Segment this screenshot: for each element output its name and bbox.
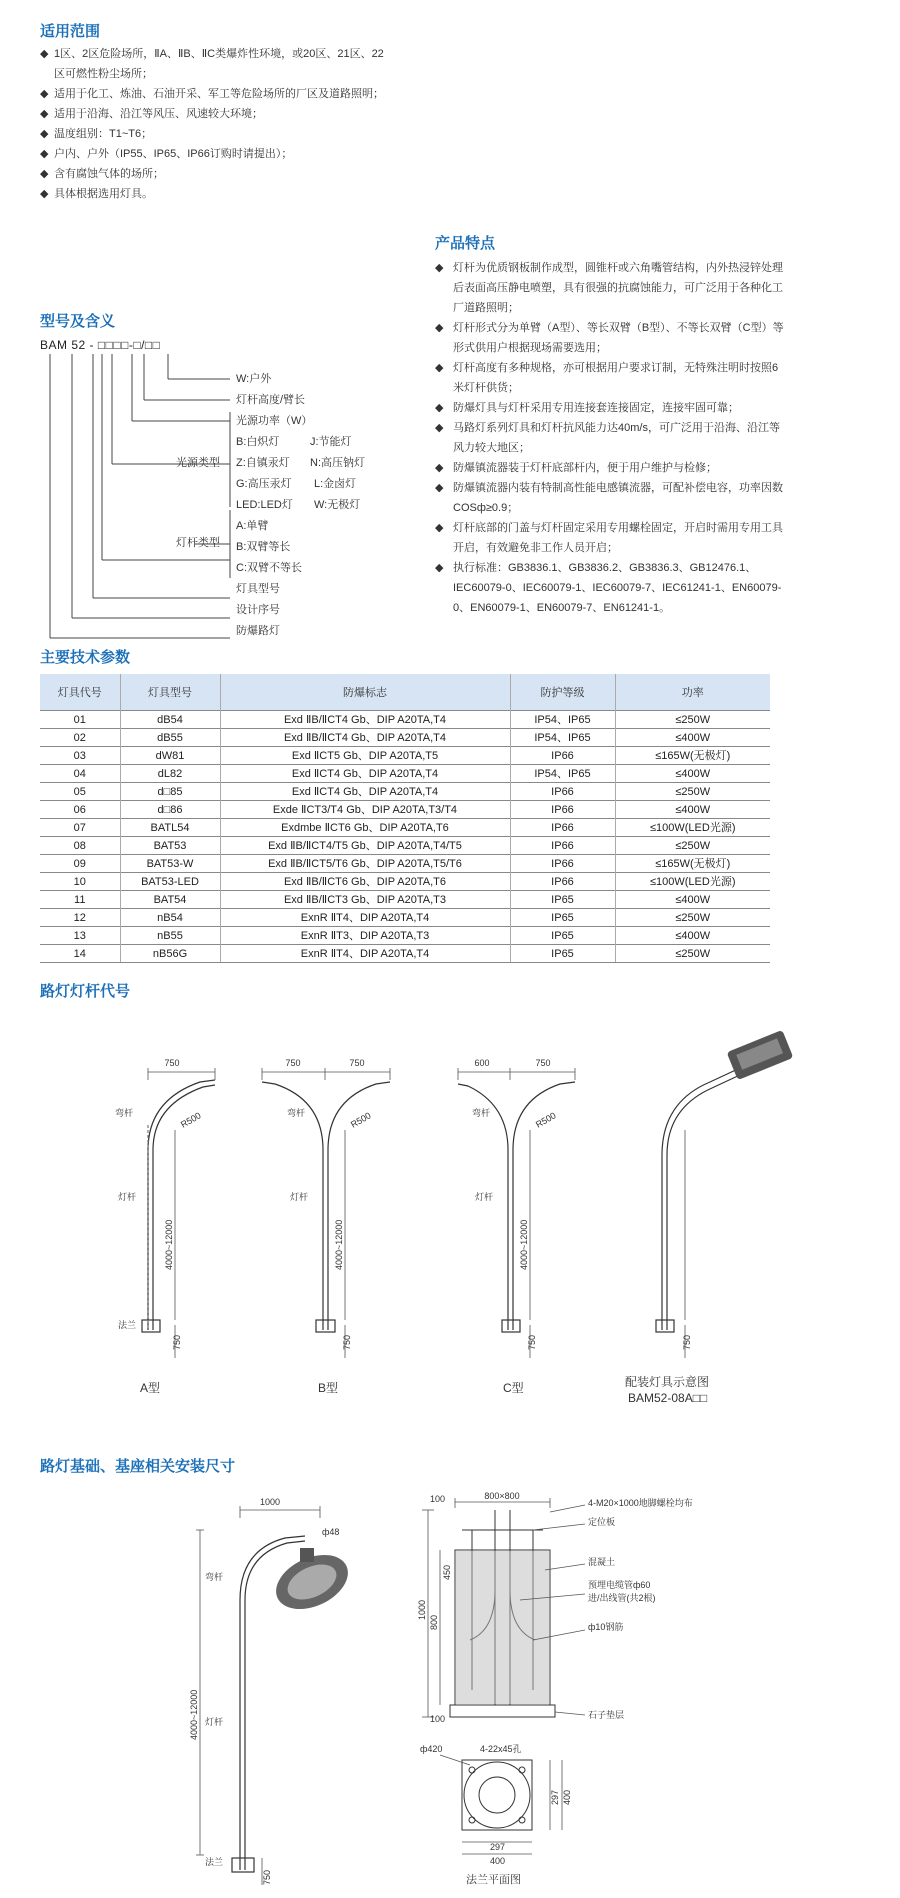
svg-text:100: 100 [430, 1714, 446, 1724]
table-cell: IP54、IP65 [510, 765, 615, 783]
model-label-src3b: L:金卤灯 [314, 478, 357, 490]
svg-text:预埋电缆管ф60: 预埋电缆管ф60 [588, 1580, 651, 1590]
table-cell: IP66 [510, 855, 615, 873]
table-cell: 03 [40, 747, 120, 765]
table-row [40, 945, 770, 963]
svg-text:4000~12000: 4000~12000 [189, 1689, 199, 1740]
table-cell: IP54、IP65 [510, 729, 615, 747]
model-label-design: 设计序号 [236, 604, 280, 616]
svg-text:进/出线管(共2根): 进/出线管(共2根) [588, 1593, 656, 1603]
svg-text:4-M20×1000地脚螺栓均布: 4-M20×1000地脚螺栓均布 [588, 1498, 693, 1508]
table-cell: Exd ⅡCT4 Gb、DIP A20TA,T4 [220, 765, 510, 783]
table-row [40, 855, 770, 873]
svg-text:600: 600 [474, 1058, 490, 1068]
svg-text:弯杆: 弯杆 [472, 1108, 491, 1118]
table-cell: 14 [40, 945, 120, 963]
table-cell: Exd ⅡB/ⅡCT3 Gb、DIP A20TA,T3 [220, 891, 510, 909]
table-cell: Exdmbe ⅡCT6 Gb、DIP A20TA,T6 [220, 819, 510, 837]
features-title: 产品特点 [435, 235, 496, 252]
table-cell: IP54、IP65 [510, 711, 615, 729]
svg-text:297: 297 [490, 1842, 506, 1852]
table-cell: 06 [40, 801, 120, 819]
table-cell: dB55 [120, 729, 220, 747]
table-cell: IP66 [510, 747, 615, 765]
table-cell: ExnR ⅡT3、DIP A20TA,T3 [220, 927, 510, 945]
list-item: ◆ 适用于沿海、沿江等风压、风速较大环境； [40, 108, 263, 120]
model-label-outdoor: W:户外 [236, 373, 272, 385]
luminaire-icon [267, 1544, 356, 1620]
list-item: ◆ 防爆镇流器内装有特制高性能电感镇流器，可配补偿电容，功率因数COSф≥0.9； [435, 482, 783, 514]
svg-text:400: 400 [562, 1789, 572, 1805]
table-cell: ≤400W [615, 927, 770, 945]
table-cell: nB54 [120, 909, 220, 927]
table-cell: IP66 [510, 819, 615, 837]
model-label-power: 光源功率（W） [236, 415, 313, 427]
model-label-src-type: 光源类型 [176, 457, 220, 469]
svg-text:BAM52-08A□□: BAM52-08A□□ [628, 1391, 708, 1405]
model-label-pole2: B:双臂等长 [236, 541, 291, 553]
svg-text:法兰平面图: 法兰平面图 [466, 1874, 521, 1886]
svg-text:750: 750 [342, 1334, 352, 1350]
svg-text:灯杆: 灯杆 [290, 1192, 309, 1202]
foundation-drawing [0, 1490, 900, 1890]
features-list [435, 258, 785, 618]
table-header: 防爆标志 [220, 674, 510, 711]
table-row [40, 819, 770, 837]
svg-text:750: 750 [349, 1058, 365, 1068]
svg-text:750: 750 [682, 1334, 692, 1350]
table-cell: IP65 [510, 927, 615, 945]
table-cell: dL82 [120, 765, 220, 783]
table-header: 灯具型号 [120, 674, 220, 711]
table-cell: Exd ⅡCT4 Gb、DIP A20TA,T4 [220, 783, 510, 801]
svg-text:弯杆: 弯杆 [205, 1572, 224, 1582]
table-row [40, 783, 770, 801]
table-cell: 10 [40, 873, 120, 891]
svg-text:750: 750 [527, 1334, 537, 1350]
model-label-src1b: J:节能灯 [310, 436, 352, 448]
table-row [40, 729, 770, 747]
svg-text:750: 750 [164, 1058, 180, 1068]
svg-text:ф10钢筋: ф10钢筋 [588, 1622, 624, 1632]
table-cell: nB55 [120, 927, 220, 945]
table-cell: 09 [40, 855, 120, 873]
svg-text:4000~12000: 4000~12000 [164, 1219, 174, 1270]
svg-text:A型: A型 [140, 1381, 161, 1395]
table-cell: ≤250W [615, 945, 770, 963]
model-label-src4b: W:无极灯 [314, 499, 361, 511]
svg-text:100: 100 [430, 1494, 446, 1504]
svg-text:4000~12000: 4000~12000 [334, 1219, 344, 1270]
spec-title: 主要技术参数 [40, 649, 131, 666]
table-cell: Exd ⅡB/ⅡCT4/T5 Gb、DIP A20TA,T4/T5 [220, 837, 510, 855]
svg-text:R500: R500 [534, 1110, 558, 1130]
list-item: ◆ 具体根据选用灯具。 [40, 188, 153, 200]
svg-text:石子垫层: 石子垫层 [588, 1710, 625, 1720]
table-cell: 05 [40, 783, 120, 801]
svg-text:750: 750 [172, 1334, 182, 1350]
list-item: ◆ 防爆镇流器装于灯杆底部杆内，便于用户维护与检修； [435, 462, 717, 474]
model-label-src3a: G:高压汞灯 [236, 478, 292, 490]
svg-text:法兰: 法兰 [118, 1320, 137, 1330]
table-cell: ≤400W [615, 765, 770, 783]
table-cell: Exd ⅡB/ⅡCT4 Gb、DIP A20TA,T4 [220, 729, 510, 747]
table-row [40, 873, 770, 891]
table-cell: 02 [40, 729, 120, 747]
table-header: 功率 [615, 674, 770, 711]
svg-text:R500: R500 [349, 1110, 373, 1130]
svg-text:800: 800 [429, 1614, 439, 1630]
scope-list [40, 44, 390, 204]
table-header: 防护等级 [510, 674, 615, 711]
table-cell: IP65 [510, 891, 615, 909]
list-item: ◆ 含有腐蚀气体的场所； [40, 168, 164, 180]
list-item: ◆ 温度组别：T1~T6； [40, 128, 153, 140]
table-cell: 01 [40, 711, 120, 729]
table-cell: Exd ⅡB/ⅡCT6 Gb、DIP A20TA,T6 [220, 873, 510, 891]
spec-table-wrap [40, 674, 770, 963]
model-label-pole-type: 灯杆类型 [176, 537, 220, 549]
model-label-src2b: N:高压钠灯 [310, 457, 365, 469]
svg-text:C型: C型 [503, 1381, 524, 1395]
svg-text:灯杆: 灯杆 [205, 1717, 224, 1727]
table-cell: ≤250W [615, 837, 770, 855]
table-row [40, 891, 770, 909]
table-cell: ≤100W(LED光源) [615, 873, 770, 891]
svg-text:定位板: 定位板 [588, 1517, 616, 1527]
table-row [40, 747, 770, 765]
svg-text:750: 750 [262, 1869, 272, 1885]
svg-text:297: 297 [550, 1789, 560, 1805]
svg-text:ф420: ф420 [420, 1744, 443, 1754]
table-cell: IP65 [510, 945, 615, 963]
svg-text:4-22x45孔: 4-22x45孔 [480, 1744, 522, 1754]
table-cell: d□85 [120, 783, 220, 801]
table-cell: ExnR ⅡT4、DIP A20TA,T4 [220, 909, 510, 927]
list-item: ◆ 执行标准：GB3836.1、GB3836.2、GB3836.3、GB12476.1、IEC60079-0、IEC60079-1、IEC60079-7、IEC61241-1、EN60079-0、EN60079-1、EN60079-7、EN61241-1。 [435, 562, 782, 614]
table-cell: 11 [40, 891, 120, 909]
pole-types-drawing [0, 1000, 900, 1410]
table-cell: ≤250W [615, 783, 770, 801]
table-cell: IP65 [510, 909, 615, 927]
svg-text:4000~12000: 4000~12000 [519, 1219, 529, 1270]
table-row [40, 909, 770, 927]
model-label-pole3: C:双臂不等长 [236, 562, 302, 574]
svg-text:灯杆: 灯杆 [475, 1192, 494, 1202]
svg-text:混凝土: 混凝土 [588, 1557, 616, 1567]
table-row [40, 801, 770, 819]
list-item: ◆ 马路灯系列灯具和灯杆抗风能力达40m/s，可广泛用于沿海、沿江等风力较大地区； [435, 422, 780, 454]
table-cell: Exde ⅡCT3/T4 Gb、DIP A20TA,T3/T4 [220, 801, 510, 819]
list-item: ◆ 户内、户外（IP55、IP65、IP66订购时请提出）； [40, 148, 293, 160]
list-item: ◆ 灯杆高度有多种规格，亦可根据用户要求订制，无特殊注明时按照6米灯杆供货； [435, 362, 779, 394]
table-cell: dB54 [120, 711, 220, 729]
svg-text:750: 750 [285, 1058, 301, 1068]
svg-text:450: 450 [442, 1564, 452, 1580]
pole-a-shape [148, 1080, 215, 1330]
model-title: 型号及含义 [40, 313, 116, 330]
table-cell: Exd ⅡCT5 Gb、DIP A20TA,T5 [220, 747, 510, 765]
table-cell: 12 [40, 909, 120, 927]
list-item: ◆ 防爆灯具与灯杆采用专用连接套连接固定，连接牢固可靠； [435, 402, 739, 414]
table-cell: ≤100W(LED光源) [615, 819, 770, 837]
table-cell: ≤400W [615, 801, 770, 819]
model-label-explosion: 防爆路灯 [236, 625, 280, 637]
table-cell: d□86 [120, 801, 220, 819]
table-cell: ExnR ⅡT4、DIP A20TA,T4 [220, 945, 510, 963]
svg-text:800×800: 800×800 [484, 1491, 520, 1501]
table-row [40, 927, 770, 945]
svg-text:B型: B型 [318, 1381, 339, 1395]
table-cell: ≤165W(无极灯) [615, 855, 770, 873]
table-cell: IP66 [510, 783, 615, 801]
scope-title: 适用范围 [40, 23, 101, 40]
table-cell: BAT53-LED [120, 873, 220, 891]
model-label-lamp-model: 灯具型号 [236, 583, 280, 595]
table-cell: IP66 [510, 873, 615, 891]
svg-text:1000: 1000 [259, 1497, 281, 1507]
table-cell: dW81 [120, 747, 220, 765]
foundation-title: 路灯基础、基座相关安装尺寸 [40, 1458, 236, 1475]
table-cell: 04 [40, 765, 120, 783]
table-cell: IP66 [510, 801, 615, 819]
poles-title: 路灯灯杆代号 [40, 983, 131, 1000]
svg-text:弯杆: 弯杆 [115, 1108, 134, 1118]
table-cell: BAT54 [120, 891, 220, 909]
table-cell: ≤250W [615, 711, 770, 729]
table-cell: Exd ⅡB/ⅡCT4 Gb、DIP A20TA,T4 [220, 711, 510, 729]
svg-text:1000: 1000 [417, 1599, 427, 1620]
model-label-src4a: LED:LED灯 [236, 499, 293, 511]
list-item: ◆ 灯杆形式分为单臂（A型）、等长双臂（B型）、不等长双臂（C型）等形式供用户根据现场需要选用； [435, 322, 784, 354]
table-cell: nB56G [120, 945, 220, 963]
svg-text:400: 400 [490, 1856, 506, 1866]
svg-text:R500: R500 [179, 1110, 203, 1130]
table-cell: Exd ⅡB/ⅡCT5/T6 Gb、DIP A20TA,T5/T6 [220, 855, 510, 873]
table-cell: ≤165W(无极灯) [615, 747, 770, 765]
table-cell: 07 [40, 819, 120, 837]
table-cell: 13 [40, 927, 120, 945]
table-row [40, 711, 770, 729]
spec-table [40, 674, 770, 963]
model-label-src1a: B:白炽灯 [236, 436, 280, 448]
table-cell: IP66 [510, 837, 615, 855]
table-header: 灯具代号 [40, 674, 120, 711]
model-code: BAM 52 - □□□□-□/□□ [40, 338, 161, 352]
svg-text:灯杆: 灯杆 [118, 1192, 137, 1202]
table-cell: BAT53 [120, 837, 220, 855]
list-item: ◆ 灯杆为优质钢板制作成型，圆锥杆或六角嘴管结构，内外热浸锌处理后表面高压静电喷塑，具有很强的抗腐蚀能力，可广泛用于各种化工厂道路照明； [435, 262, 783, 314]
table-cell: ≤400W [615, 891, 770, 909]
svg-text:法兰: 法兰 [205, 1857, 224, 1867]
svg-text:750: 750 [535, 1058, 551, 1068]
table-cell: ≤400W [615, 729, 770, 747]
table-cell: ≤250W [615, 909, 770, 927]
table-cell: BATL54 [120, 819, 220, 837]
model-label-height: 灯杆高度/臂长 [236, 394, 306, 406]
list-item: ◆ 灯杆底部的门盖与灯杆固定采用专用螺栓固定，开启时需用专用工具开启，有效避免非工作人员开启； [435, 522, 783, 554]
table-cell: BAT53-W [120, 855, 220, 873]
model-code-diagram [40, 352, 360, 652]
list-item: ◆ 1区、2区危险场所，ⅡA、ⅡB、ⅡC类爆炸性环境，或20区、21区、22区可燃性粉尘场所； [40, 48, 384, 80]
list-item: ◆ 适用于化工、炼油、石油开采、军工等危险场所的厂区及道路照明； [40, 88, 384, 100]
model-label-pole1: A:单臂 [236, 520, 269, 532]
svg-text:ф48: ф48 [322, 1527, 340, 1537]
model-label-src2a: Z:自镇汞灯 [236, 457, 290, 469]
svg-text:弯杆: 弯杆 [287, 1108, 306, 1118]
table-row [40, 837, 770, 855]
svg-text:配装灯具示意图: 配装灯具示意图 [625, 1375, 710, 1389]
table-row [40, 765, 770, 783]
table-cell: 08 [40, 837, 120, 855]
luminaire-example-icon [727, 1030, 794, 1080]
